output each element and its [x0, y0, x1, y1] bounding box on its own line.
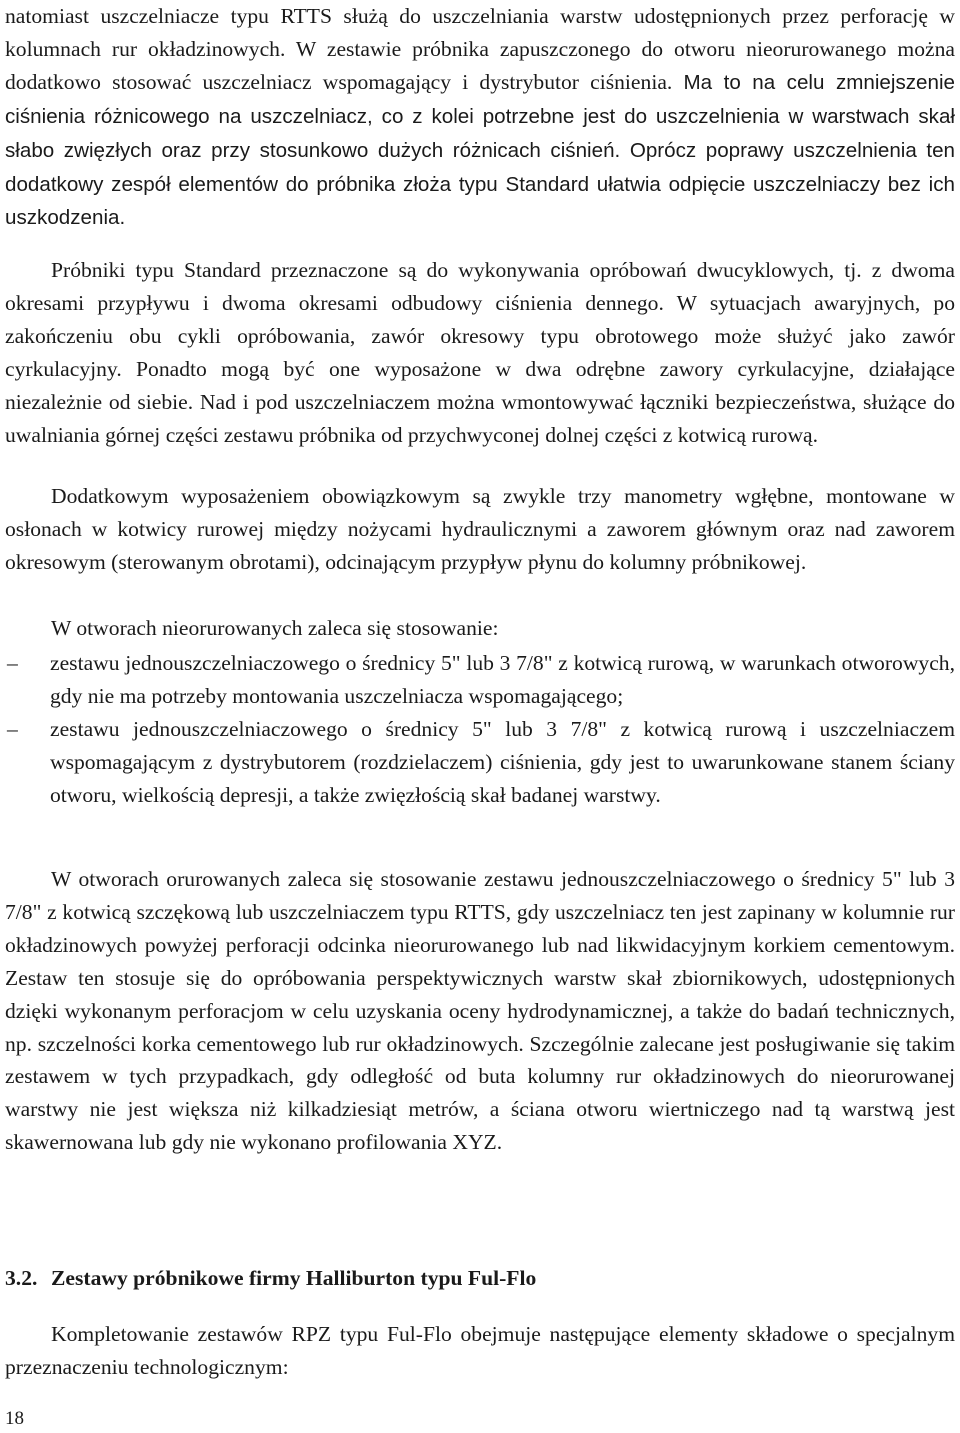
uncased-holes-list [5, 647, 955, 812]
page-number: 18 [5, 1408, 24, 1429]
paragraph-rtts-seals-sans-text: Ma to na celu zmniejszenie ciśnienia różnicowego na uszczelniacz, co z kolei potrzebne jest do uszczelnienia w warstwach skał słabo zwięzłych oraz przy stosunkowo dużych różnicach ciśnień. Oprócz poprawy uszczelnienia ten dodatkowy zespół elementów do próbnika złoża typu Standard ułatwia odpięcie uszczelniaczy bez ich uszkodzenia. [5, 70, 955, 230]
section-heading [5, 1262, 955, 1295]
paragraph-ful-flo-assembly: Kompletowanie zestawów RPZ typu Ful-Flo obejmuje następujące elementy składowe o specjalnym przeznaczeniu technologicznym: [5, 1322, 955, 1379]
paragraph-uncased-holes-intro: W otworach nieorurowanych zaleca się stosowanie: [51, 616, 499, 640]
section-number: 3.2. [5, 1266, 38, 1290]
list-item-text: zestawu jednouszczelniaczowego o średnicy 5" lub 3 7/8" z kotwicą rurową i uszczelniaczem wspomagającym z dystrybutorem (rozdzielaczem) ciśnienia, gdy jest to uwarunkowane stanem ściany otworu, wielkością depresji, a także zwięzłością skał badanej warstwy. [50, 716, 955, 807]
paragraph-pressure-gauges: Dodatkowym wyposażeniem obowiązkowym są zwykle trzy manometry wgłębne, montowane w osłonach w kotwicy rurowej między nożycami hydraulicznymi a zaworem głównym oraz nad zaworem okresowym (sterowanym obrotami), odcinającym przypływ płynu do kolumny próbnikowej. [5, 484, 955, 574]
list-item [5, 647, 955, 713]
paragraph-cased-holes: W otworach orurowanych zaleca się stosowanie zestawu jednouszczelniaczowego o średnicy 5" lub 3 7/8" z kotwicą szczękową lub uszczelniaczem typu RTTS, gdy uszczelniacz ten jest zapinany w kolumnie rur okładzinowych powyżej perforacji odcinka nieorurowanego lub nad likwidacyjnym korkiem cementowym. Zestaw ten stosuje się do opróbowania perspektywicznych warstw skał zbiornikowych, udostępnionych dzięki wykonanym perforacjom w celu uzyskania oceny hydrodynamicznej, a także do badań technicznych, np. szczelności korka cementowego lub rur okładzinowych. Szczególnie zalecane jest posługiwanie się takim zestawem w tych przypadkach, gdy odległość od buta kolumny rur okładzinowych do nieorurowanej warstwy nie jest większa niż kilkadziesiąt metrów, a ściana otworu wiertniczego nad tą warstwą jest skawernowana lub gdy nie wykonano profilowania XYZ. [5, 867, 955, 1155]
list-item [5, 713, 955, 812]
paragraph-rtts-seals-serif-text: natomiast uszczelniacze typu RTTS służą do uszczelniania warstw udostępnionych przez perforację w kolumnach rur okładzinowych. W zestawie próbnika zapuszczonego do otworu nieorurowanego można dodatkowo stosować uszczelniacz wspomagający i dystrybutor ciśnienia. [5, 4, 955, 94]
list-dash: – [7, 651, 18, 675]
list-item-text: zestawu jednouszczelniaczowego o średnicy 5" lub 3 7/8" z kotwicą rurową, w warunkach otworowych, gdy nie ma potrzeby montowania uszczelniacza wspomagającego; [50, 651, 955, 708]
list-dash: – [7, 716, 18, 741]
section-title: Zestawy próbnikowe firmy Halliburton typu Ful-Flo [51, 1266, 537, 1290]
paragraph-rtts-seals [5, 0, 955, 235]
paragraph-standard-testers: Próbniki typu Standard przeznaczone są do wykonywania opróbowań dwucyklowych, tj. z dwoma okresami przypływu i dwoma okresami odbudowy ciśnienia dennego. W sytuacjach awaryjnych, po zakończeniu obu cykli opróbowania, zawór okresowy typu obrotowego może służyć jako zawór cyrkulacyjny. Ponadto mogą być one wyposażone w dwa odrębne zawory cyrkulacyjne, działające niezależnie od siebie. Nad i pod uszczelniaczem można wmontowywać łączniki bezpieczeństwa, służące do uwalniania górnej części zestawu próbnika od przychwyconej dolnej części z kotwicą rurową. [5, 258, 955, 447]
